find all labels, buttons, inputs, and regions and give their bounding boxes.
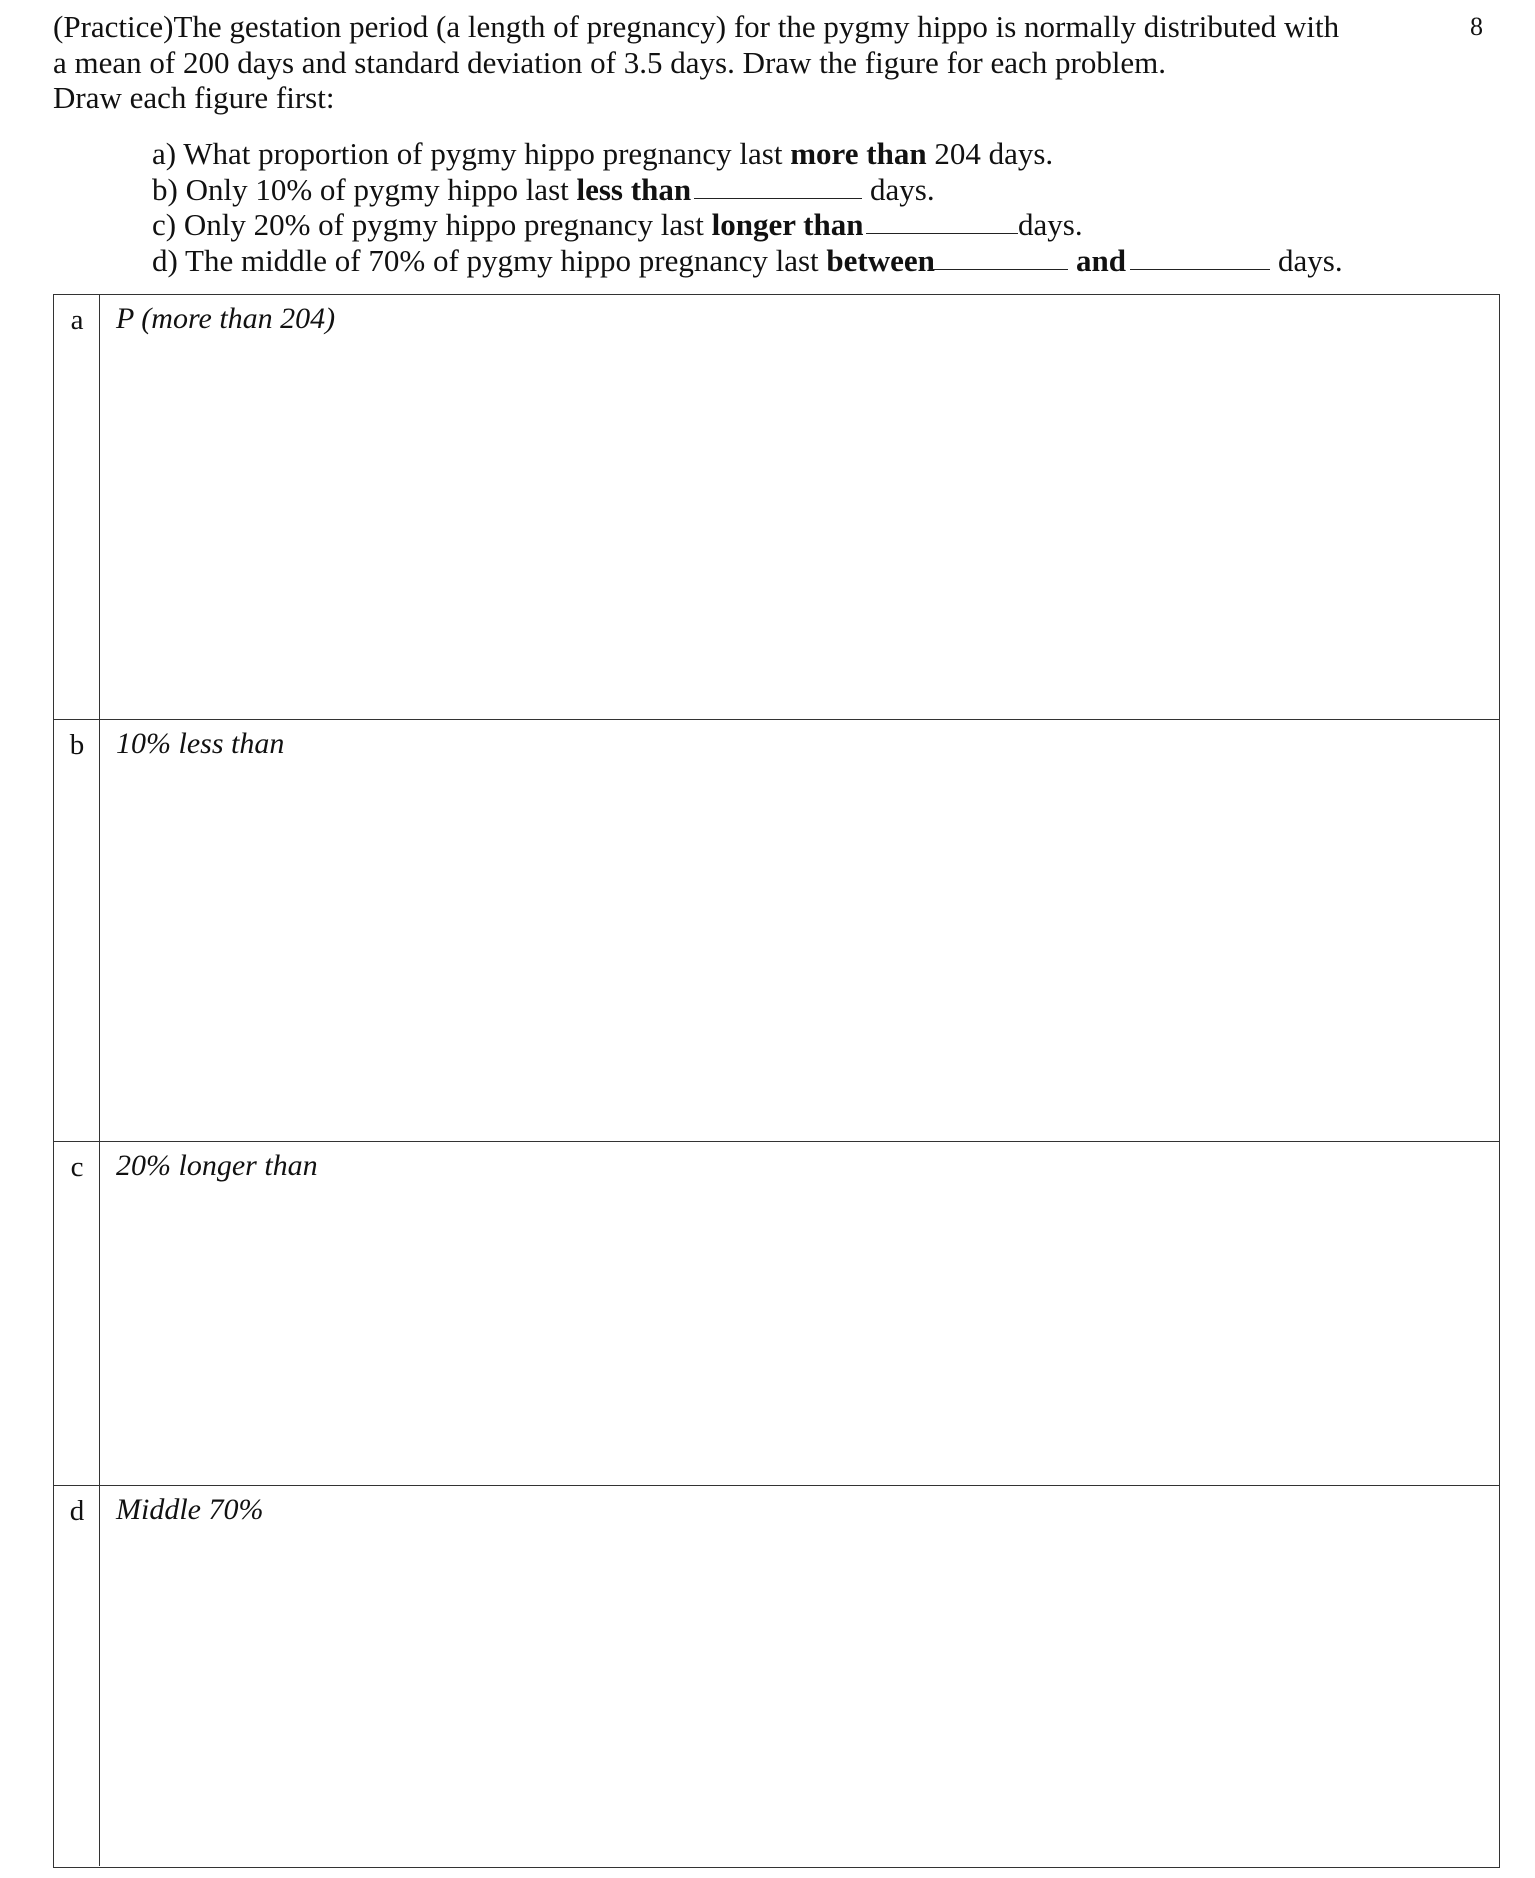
row-letter: a bbox=[70, 304, 84, 336]
question-d-text: d) The middle of 70% of pygmy hippo pregnancy last between bbox=[152, 242, 935, 278]
question-d-and: and bbox=[1076, 242, 1126, 278]
row-letter: b bbox=[69, 729, 85, 761]
intro-line-3: Draw each figure first: bbox=[53, 80, 335, 115]
answer-row-c bbox=[54, 1141, 1499, 1486]
intro-line-1: (Practice)The gestation period (a length of pregnancy) for the pygmy hippo is normally distributed with bbox=[53, 9, 1340, 44]
drawing-area-a[interactable] bbox=[100, 295, 1499, 720]
page-number: 8 bbox=[1470, 12, 1483, 41]
drawing-area-d[interactable] bbox=[100, 1486, 1499, 1866]
problem-intro bbox=[53, 9, 1453, 116]
row-title: 10% less than bbox=[116, 727, 285, 760]
row-title: Middle 70% bbox=[116, 1493, 264, 1526]
question-b-text: b) Only 10% of pygmy hippo last less than bbox=[152, 171, 692, 207]
row-letter: d bbox=[69, 1495, 85, 1527]
question-c-text: c) Only 20% of pygmy hippo pregnancy last longer than bbox=[152, 207, 864, 242]
row-letter: c bbox=[70, 1151, 84, 1183]
question-a-text: a) What proportion of pygmy hippo pregnancy last more than 204 days. bbox=[152, 136, 1054, 171]
row-letter-cell bbox=[54, 1486, 100, 1866]
question-a bbox=[152, 136, 1452, 172]
answer-row-d bbox=[54, 1485, 1499, 1866]
question-a-bold: more than bbox=[790, 136, 927, 171]
answer-table bbox=[53, 294, 1500, 1868]
question-d-suffix: days. bbox=[1278, 242, 1343, 278]
question-c bbox=[152, 207, 1452, 243]
question-b-suffix: days. bbox=[870, 171, 935, 207]
drawing-area-b[interactable] bbox=[100, 720, 1499, 1142]
drawing-area-c[interactable] bbox=[100, 1142, 1499, 1486]
question-b bbox=[152, 172, 1452, 208]
row-letter-cell bbox=[54, 720, 100, 1142]
answer-row-a bbox=[54, 295, 1499, 720]
row-title: P (more than 204) bbox=[116, 302, 336, 335]
question-c-bold: longer than bbox=[711, 207, 864, 242]
intro-line-2: a mean of 200 days and standard deviation of 3.5 days. Draw the figure for each problem. bbox=[53, 44, 1167, 80]
question-c-suffix: days. bbox=[1018, 207, 1083, 242]
row-letter-cell bbox=[54, 295, 100, 720]
question-b-bold: less than bbox=[576, 171, 692, 207]
question-d-bold: between bbox=[826, 242, 935, 278]
row-letter-cell bbox=[54, 1142, 100, 1486]
question-d bbox=[152, 243, 1452, 279]
answer-row-b bbox=[54, 719, 1499, 1142]
question-list bbox=[152, 136, 1452, 278]
row-title: 20% longer than bbox=[116, 1149, 318, 1182]
